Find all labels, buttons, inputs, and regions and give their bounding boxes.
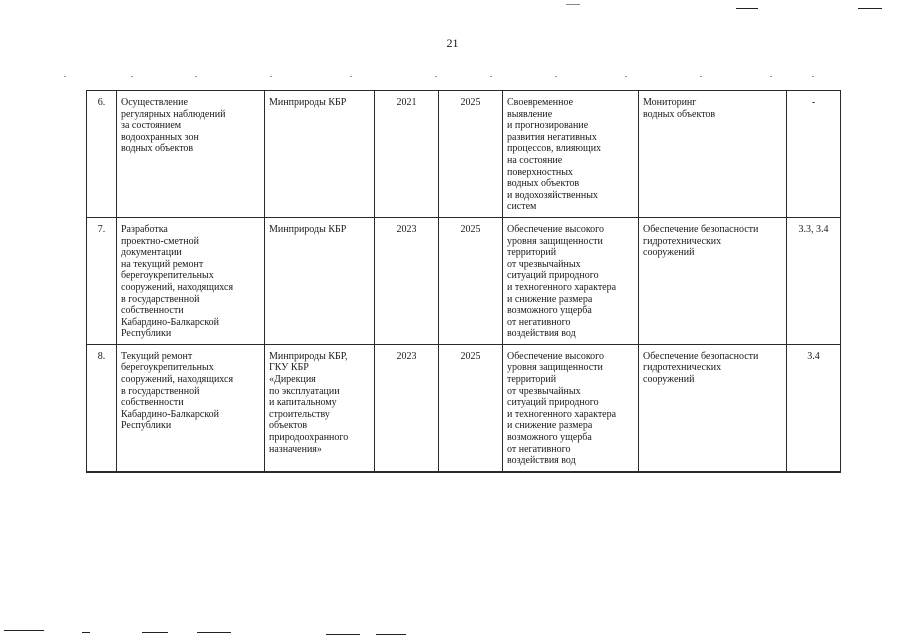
table-row — [87, 344, 841, 471]
result-text: Обеспечение высокого уровня защищенности территорий от чрезвычайных ситуаций природного и техногенного характера и снижение размера возможного ущерба от негативного воздействия вод — [507, 223, 617, 340]
scan-artifact-line — [142, 632, 168, 633]
activity-cell — [117, 344, 265, 471]
scan-artifact-line — [736, 8, 758, 9]
direction-text: Мониторинг водных объектов — [643, 97, 716, 120]
page-number: 21 — [446, 36, 459, 50]
row-number: 6. — [87, 91, 117, 218]
executor-text: Минприроды КБР — [269, 97, 347, 108]
scan-artifact-line — [82, 632, 90, 633]
indicator-ref: 3.3, 3.4 — [787, 217, 841, 344]
executor-cell — [265, 217, 375, 344]
start-year: 2021 — [375, 91, 439, 218]
direction-cell — [639, 91, 787, 218]
executor-text: Минприроды КБР — [269, 223, 347, 235]
table-row — [87, 91, 841, 218]
start-year: 2023 — [375, 344, 439, 471]
direction-cell — [639, 344, 787, 471]
indicator-ref: - — [787, 91, 841, 218]
scan-artifact-line — [858, 8, 882, 9]
activity-text: Разработка проектно-сметной документации на текущий ремонт берегоукрепительных сооружений, находящихся в государственной собственности Кабардино-Балкарской Республики — [121, 223, 234, 340]
activity-cell — [117, 91, 265, 218]
result-text: Своевременное выявление и прогнозирование развития негативных процессов, влияющих на состояние поверхностных водных объектов и водохозяйственных систем — [507, 97, 602, 213]
scan-artifact-line — [566, 4, 580, 5]
executor-cell — [265, 344, 375, 471]
activity-text: Осуществление регулярных наблюдений за состоянием водоохранных зон водных объектов — [121, 97, 226, 155]
end-year: 2025 — [439, 217, 503, 344]
scan-artifact-line — [326, 634, 360, 635]
table-row — [87, 217, 841, 344]
scan-artifact-line — [197, 632, 231, 633]
result-cell — [503, 217, 639, 344]
direction-cell — [639, 217, 787, 344]
result-cell — [503, 91, 639, 218]
indicator-ref: 3.4 — [787, 344, 841, 471]
executor-text: Минприроды КБР, ГКУ КБР «Дирекция по эксплуатации и капитальному строительству объектов природоохранного назначения» — [269, 350, 349, 455]
scan-artifact-line — [376, 634, 406, 635]
direction-text: Обеспечение безопасности гидротехнических сооружений — [643, 223, 759, 259]
result-text: Обеспечение высокого уровня защищенности территорий от чрезвычайных ситуаций природного и техногенного характера и снижение размера возможного ущерба от негативного воздействия вод — [507, 350, 617, 467]
activity-cell — [117, 217, 265, 344]
row-number: 7. — [87, 217, 117, 344]
result-cell — [503, 344, 639, 471]
row-number: 8. — [87, 344, 117, 471]
end-year: 2025 — [439, 91, 503, 218]
activity-text: Текущий ремонт берегоукрепительных сооружений, находящихся в государственной собственности Кабардино-Балкарской Республики — [121, 350, 234, 432]
scan-artifact-line — [4, 630, 44, 631]
direction-text: Обеспечение безопасности гидротехнических сооружений — [643, 350, 759, 386]
measures-table — [86, 90, 841, 473]
end-year: 2025 — [439, 344, 503, 471]
executor-cell — [265, 91, 375, 218]
start-year: 2023 — [375, 217, 439, 344]
